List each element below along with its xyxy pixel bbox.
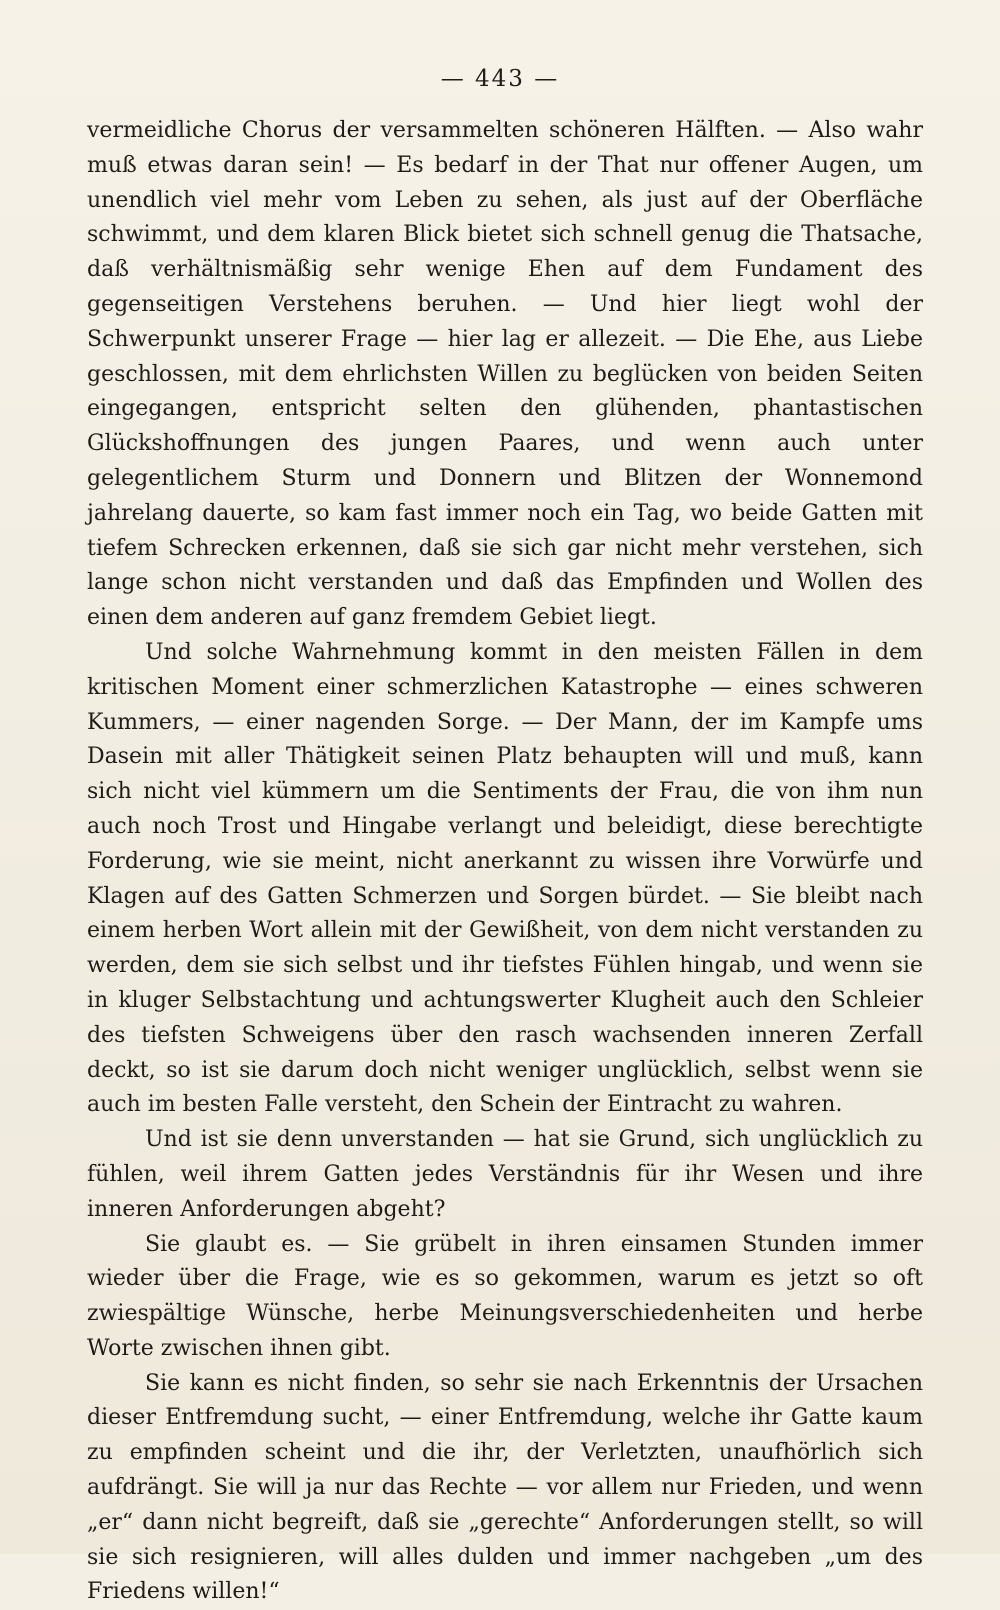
paragraph-4: Sie glaubt es. — Sie grübelt in ihren einsamen Stunden immer wieder über die Frage, wie es so gekommen, warum es jetzt so oft zwiespältige Wünsche, herbe Meinungsverschiedenheiten und herbe Worte zwischen ihnen gibt.: [87, 1231, 923, 1361]
paragraph-2: Und solche Wahrnehmung kommt in den meisten Fällen in dem kritischen Moment einer schmerzlichen Katastrophe — eines schweren Kummers, — einer nagenden Sorge. — Der Mann, der im Kampfe ums Dasein mit aller Thätigkeit seinen Platz behaupten will und muß, kann sich nicht viel kümmern um die Sentiments der Frau, die von ihm nun auch noch Trost und Hingabe verlangt und beleidigt, diese berechtigte Forderung, wie sie meint, nicht anerkannt zu wissen ihre Vorwürfe und Klagen auf des Gatten Schmerzen und Sorgen bürdet. — Sie bleibt nach einem herben Wort allein mit der Gewißheit, von dem nicht verstanden zu werden, dem sie sich selbst und ihr tiefstes Fühlen hingab, und wenn sie in kluger Selbstachtung und achtungswerter Klugheit auch den Schleier des tiefsten Schweigens über den rasch wachsenden inneren Zerfall deckt, so ist sie darum doch nicht weniger unglücklich, selbst wenn sie auch im besten Falle versteht, den Schein der Eintracht zu wahren.: [87, 639, 923, 1118]
page-number: — 443 —: [440, 66, 560, 92]
paragraph-5: Sie kann es nicht finden, so sehr sie nach Erkenntnis der Ursachen dieser Entfremdung sucht, — einer Entfremdung, welche ihr Gatte kaum zu empfinden scheint und die ihr, der Verletzten, unaufhörlich sich aufdrängt. Sie will ja nur das Rechte — vor allem nur Frieden, und wenn „er“ dann nicht begreift, daß sie „gerechte“ Anforderungen stellt, so will sie sich resignieren, will alles dulden und immer nachgeben „um des Friedens willen!“: [87, 1370, 923, 1605]
paragraph-3: Und ist sie denn unverstanden — hat sie Grund, sich unglücklich zu fühlen, weil ihrem Gatten jedes Verständnis für ihr Wesen und ihre inneren Anforderungen abgeht?: [87, 1127, 923, 1222]
body-text: [87, 114, 923, 1610]
paragraph-1: vermeidliche Chorus der versammelten schöneren Hälften. — Also wahr muß etwas daran sein! — Es bedarf in der That nur offener Augen, um unendlich viel mehr vom Leben zu sehen, als just auf der Oberfläche schwimmt, und dem klaren Blick bietet sich schnell genug die Thatsache, daß verhältnismäßig sehr wenige Ehen auf dem Fundament des gegenseitigen Verstehens beruhen. — Und hier liegt wohl der Schwerpunkt unserer Frage — hier lag er allezeit. — Die Ehe, aus Liebe geschlossen, mit dem ehrlichsten Willen zu beglücken von beiden Seiten eingegangen, entspricht selten den glühenden, phantastischen Glückshoffnungen des jungen Paares, und wenn auch unter gelegentlichem Sturm und Donnern und Blitzen der Wonnemond jahrelang dauerte, so kam fast immer noch ein Tag, wo beide Gatten mit tiefem Schrecken erkennen, daß sie sich gar nicht mehr verstehen, sich lange schon nicht verstanden und daß das Empfinden und Wollen des einen dem anderen auf ganz fremdem Gebiet liegt.: [87, 118, 923, 631]
